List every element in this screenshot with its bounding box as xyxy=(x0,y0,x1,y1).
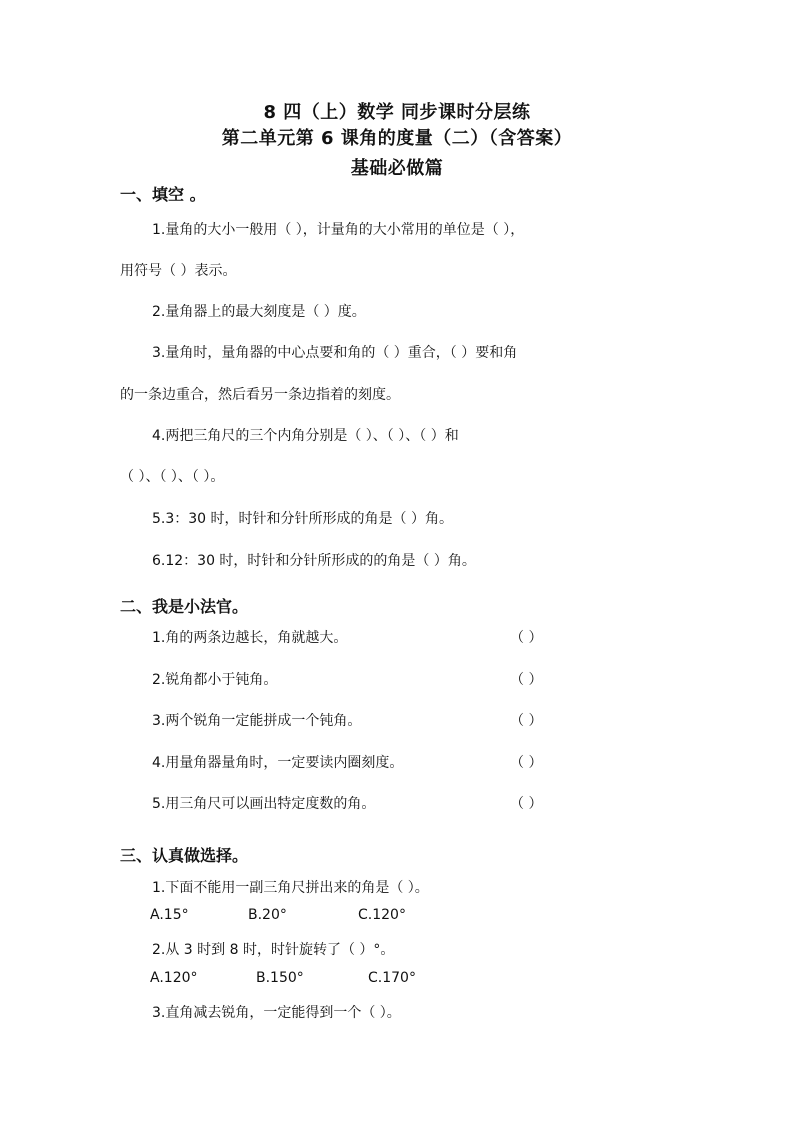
question-1-6: 6.12：30 时，时针和分针所形成的的角是（ ）角。 xyxy=(152,553,476,569)
lesson-title: 第二单元第 6 课角的度量（二）（含答案） xyxy=(221,128,573,149)
option-a: A.120° xyxy=(150,970,198,986)
option-b: B.150° xyxy=(256,970,304,986)
section-judge-heading: 二、我是小法官。 xyxy=(120,597,249,616)
section-fill-blank-heading: 一、填空 。 xyxy=(120,185,206,204)
option-c: C.170° xyxy=(368,970,416,986)
worksheet-title: 8 四（上）数学 同步课时分层练 xyxy=(263,102,531,123)
choice-question-2: 2.从 3 时到 8 时，时针旋转了（ ）°。 xyxy=(152,942,395,958)
question-1-5: 5.3：30 时，时针和分针所形成的角是（ ）角。 xyxy=(152,511,453,527)
option-b: B.20° xyxy=(248,907,287,923)
judge-item-4: 4.用量角器量角时，一定要读内圈刻度。 xyxy=(152,755,404,771)
judge-item-5: 5.用三角尺可以画出特定度数的角。 xyxy=(152,796,376,812)
judge-item-3: 3.两个锐角一定能拼成一个钝角。 xyxy=(152,713,362,729)
section-choice-heading: 三、认真做选择。 xyxy=(120,846,249,865)
judge-item-4-bracket: （ ） xyxy=(510,755,543,771)
judge-item-3-bracket: （ ） xyxy=(510,713,543,729)
choice-question-1: 1.下面不能用一副三角尺拼出来的角是（ ）。 xyxy=(152,880,429,896)
choice-question-3: 3.直角减去锐角，一定能得到一个（ ）。 xyxy=(152,1005,401,1021)
level-title: 基础必做篇 xyxy=(350,158,444,179)
judge-item-5-bracket: （ ） xyxy=(510,796,543,812)
question-1-1-line-a: 1.量角的大小一般用（ ），计量角的大小常用的单位是（ ）， xyxy=(152,222,525,238)
question-1-4-line-a: 4.两把三角尺的三个内角分别是（ ）、（ ）、（ ）和 xyxy=(152,428,459,444)
judge-item-1: 1.角的两条边越长，角就越大。 xyxy=(152,630,348,646)
judge-item-1-bracket: （ ） xyxy=(510,630,543,646)
question-1-3-line-b: 的一条边重合，然后看另一条边指着的刻度。 xyxy=(120,387,400,403)
option-a: A.15° xyxy=(150,907,189,923)
judge-item-2-bracket: （ ） xyxy=(510,672,543,688)
judge-item-2: 2.锐角都小于钝角。 xyxy=(152,672,278,688)
question-1-4-line-b: （ ）、（ ）、（ ）。 xyxy=(120,469,225,485)
question-1-2: 2.量角器上的最大刻度是（ ）度。 xyxy=(152,304,366,320)
question-1-1-line-b: 用符号（ ）表示。 xyxy=(120,263,237,279)
question-1-3-line-a: 3.量角时，量角器的中心点要和角的（ ）重合，（ ）要和角 xyxy=(152,345,518,361)
option-c: C.120° xyxy=(358,907,406,923)
